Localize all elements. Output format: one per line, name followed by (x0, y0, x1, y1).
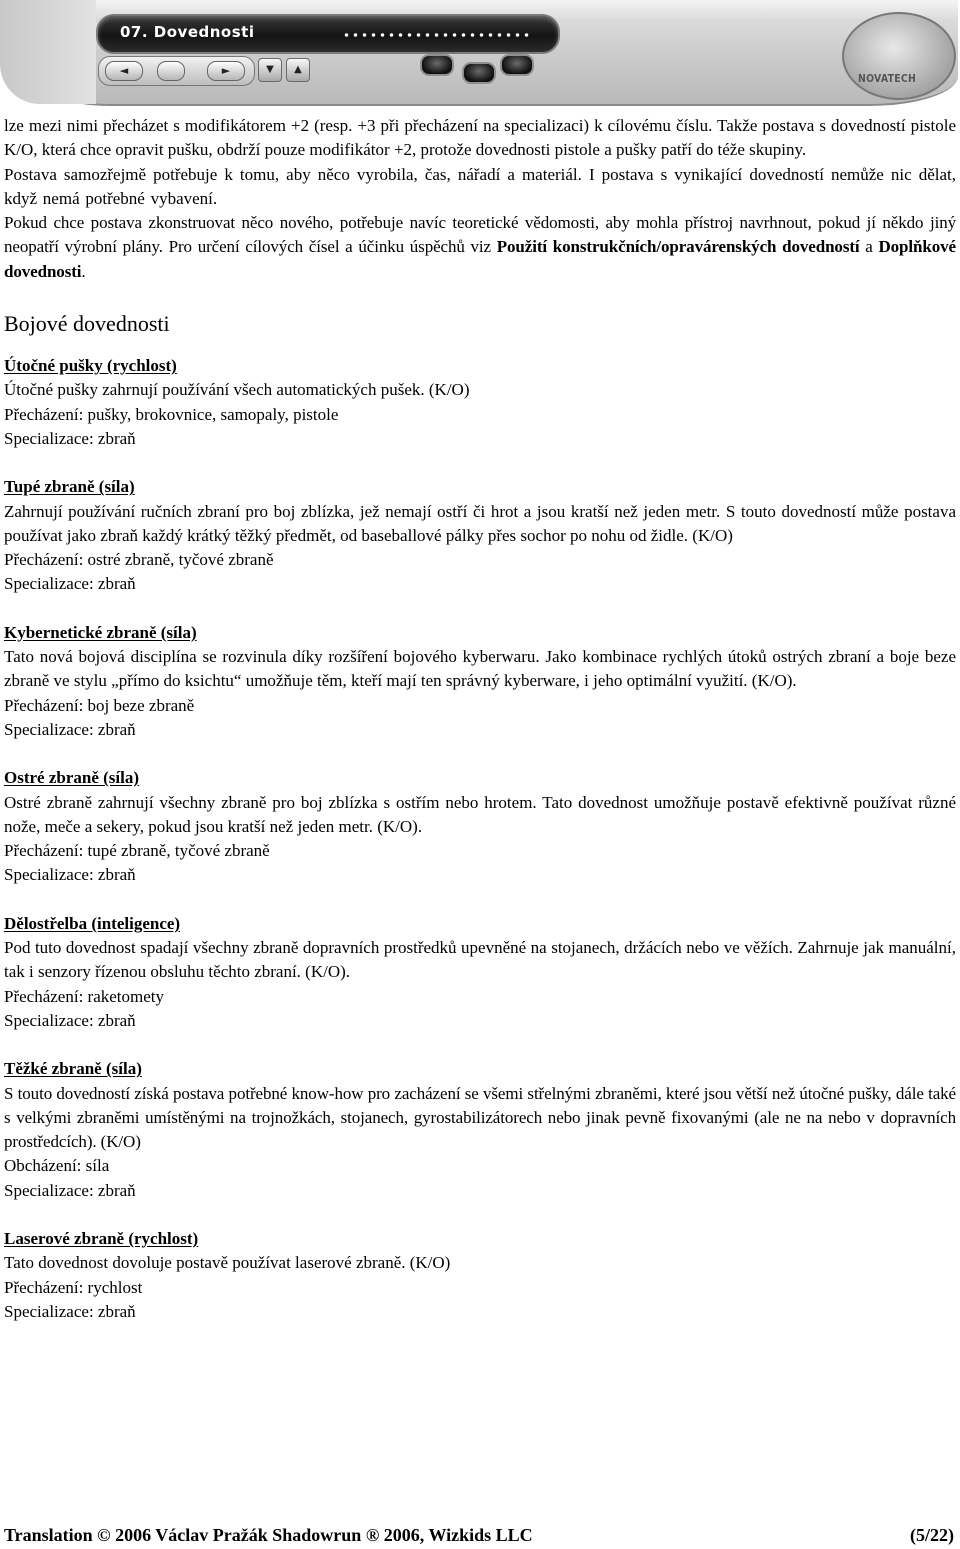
skill-title: Ostré zbraně (síla) (4, 768, 140, 788)
skill-title: Těžké zbraně (síla) (4, 1059, 142, 1079)
skill-specialization: Specializace: zbraň (4, 428, 136, 448)
intro-p3-and: a (859, 237, 879, 257)
skill-entry (4, 1057, 956, 1203)
intro-paragraph-1: lze mezi nimi přecházet s modifikátorem +2 (resp. +3 při přecházení na specializaci) k cílovému číslu. Takže postava s dovedností pistole K/O, která chce opravit pušku, obdrží pouze modifikátor +2, protože dovednosti pistole a pušky patří do téže skupiny. (4, 116, 956, 160)
page-number: (5/22) (910, 1525, 954, 1545)
skill-specialization: Specializace: zbraň (4, 1180, 136, 1200)
section-heading: Bojové dovednosti (4, 311, 170, 337)
title-dots-decoration (342, 33, 532, 37)
skill-description: Pod tuto dovednost spadají všechny zbraně dopravních prostředků upevněné na stojanech, držácích nebo ve věžích. Zahrnuje jak manuální, tak i senzory řízenou obsluhu těchto zbraní. (K/O). (4, 938, 956, 982)
intro-p3-end: . (81, 261, 86, 281)
media-button-1[interactable] (420, 54, 454, 76)
skill-entry (4, 354, 956, 451)
skill-transfer: Přecházení: raketomety (4, 986, 165, 1006)
device-left-frame (0, 0, 96, 104)
skill-description: S touto dovedností získá postava potřebné know-how pro zacházení se všemi střelnými zbraněmi, které jsou větší než útočné pušky, dále také s velkými zbraněmi umístěnými na trojnožkách, stojanech, gyrostabilizátorech nebo jinak pevně fixovanými (ale ne na nebo v dopravních prostředcích). (K/O) (4, 1083, 956, 1152)
device-dial-knob (842, 12, 956, 100)
skill-transfer: Přecházení: ostré zbraně, tyčové zbraně (4, 550, 274, 570)
reference-construction-skills: Použití konstrukčních/opravárenských dovedností (496, 237, 860, 257)
skill-entry (4, 766, 956, 887)
skill-title: Útočné pušky (rychlost) (4, 356, 177, 376)
brand-logo: NOVATECH (858, 72, 917, 85)
skill-entry (4, 621, 956, 742)
skill-transfer: Přecházení: boj beze zbraně (4, 695, 195, 715)
chapter-title-bar (96, 14, 560, 54)
navigation-control-strip (98, 56, 255, 86)
skill-description: Ostré zbraně zahrnují všechny zbraně pro boj zblízka s ostřím nebo hrotem. Tato dovednost umožňuje postavě efektivně používat různé nože, meče a sekery, pokud jsou kratší než jeden metr. (K/O). (4, 792, 956, 836)
reference-complementary-skills: Doplňkové dovednosti (4, 237, 956, 281)
media-button-2[interactable] (462, 62, 496, 84)
skill-entry (4, 1227, 956, 1324)
skill-description: Tato dovednost dovoluje postavě používat laserové zbraně. (K/O) (4, 1253, 451, 1273)
prev-button[interactable]: ◄ (105, 61, 143, 81)
skill-entry (4, 912, 956, 1033)
media-button-3[interactable] (500, 54, 534, 76)
skill-specialization: Specializace: zbraň (4, 574, 136, 594)
intro-paragraph-3 (4, 211, 956, 284)
skill-entry (4, 475, 956, 596)
skill-title: Tupé zbraně (síla) (4, 477, 135, 497)
page-footer (4, 1524, 954, 1546)
skill-transfer: Obcházení: síla (4, 1156, 110, 1176)
footer-credit: Translation © 2006 Václav Pražák Shadowrun ® 2006, Wizkids LLC (4, 1525, 533, 1545)
skill-title: Dělostřelba (inteligence) (4, 913, 181, 933)
up-button[interactable]: ▲ (286, 58, 310, 82)
center-button[interactable] (157, 61, 185, 81)
next-button[interactable]: ► (207, 61, 245, 81)
skill-specialization: Specializace: zbraň (4, 865, 136, 885)
intro-paragraph-2: Postava samozřejmě potřebuje k tomu, aby něco vyrobila, čas, nářadí a materiál. I postava s vynikající dovedností nemůže nic dělat, když nemá potřebné vybavení. (4, 164, 956, 208)
intro-p3-text: Pokud chce postava zkonstruovat něco nového, potřebuje navíc teoretické vědomosti, aby mohla přístroj navrhnout, pokud jí někdo jiný neopatří výrobní plány. Pro určení cílových čísel a účinku úspěchů viz (4, 213, 956, 257)
skill-specialization: Specializace: zbraň (4, 1010, 136, 1030)
skill-transfer: Přecházení: tupé zbraně, tyčové zbraně (4, 841, 270, 861)
skill-description: Útočné pušky zahrnují používání všech automatických pušek. (K/O) (4, 380, 470, 400)
skill-specialization: Specializace: zbraň (4, 719, 136, 739)
skill-description: Tato nová bojová disciplína se rozvinula díky rozšíření bojového kyberwaru. Jako kombinace rychlých útoků ostrých zbraní a boje beze zbraně ve stylu „přímo do ksichtu“ umožňuje těm, kteří mají ten správný kyberware, i jeho optimální využití. (K/O). (4, 647, 956, 691)
document-body (4, 114, 956, 1324)
skill-title: Laserové zbraně (rychlost) (4, 1228, 199, 1248)
skill-title: Kybernetické zbraně (síla) (4, 622, 197, 642)
skill-specialization: Specializace: zbraň (4, 1301, 136, 1321)
skill-description: Zahrnují používání ručních zbraní pro boj zblízka, jež nemají ostří či hrot a jsou kratší než jeden metr. S touto dovedností může postava používat jako zbraň každý krátký těžký předmět, od baseballové pálky přes sochor po nohu od židle. (K/O) (4, 501, 956, 545)
down-button[interactable]: ▼ (258, 58, 282, 82)
header-banner (0, 0, 960, 110)
skill-transfer: Přecházení: pušky, brokovnice, samopaly, pistole (4, 404, 339, 424)
chapter-title: 07. Dovednosti (120, 23, 255, 41)
skill-transfer: Přecházení: rychlost (4, 1277, 143, 1297)
